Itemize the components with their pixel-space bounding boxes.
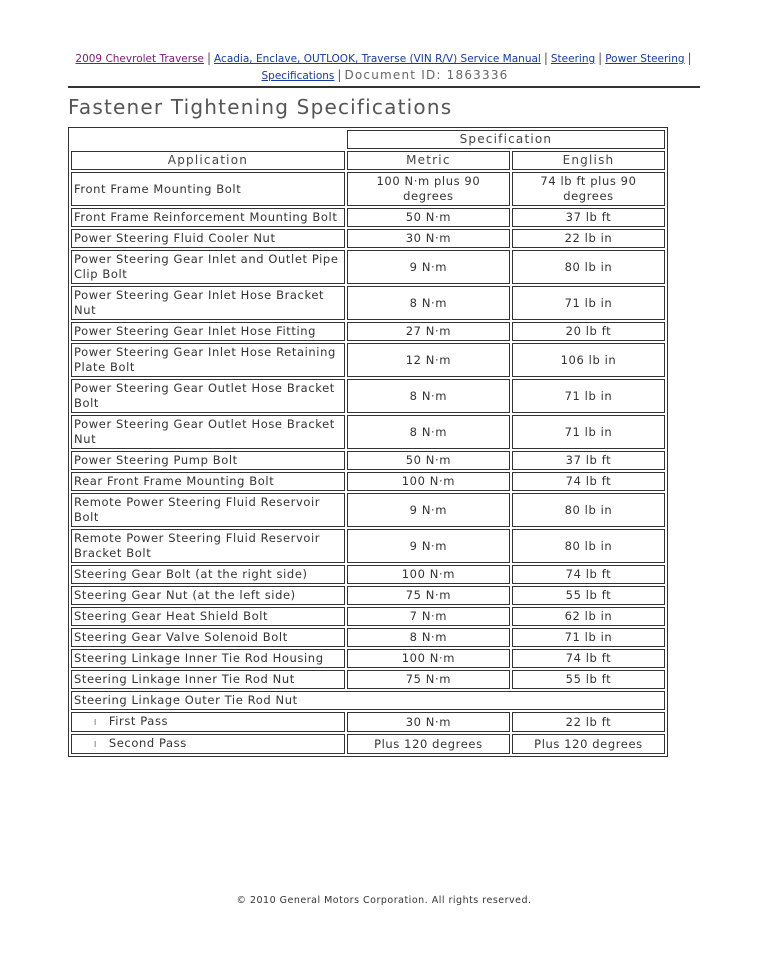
- breadcrumb-separator: |: [687, 51, 692, 65]
- cell-metric: 9 N·m: [347, 250, 510, 284]
- table-row: [71, 670, 665, 689]
- cell-english: 74 lb ft: [512, 565, 665, 584]
- table-row: [71, 586, 665, 605]
- cell-english: 106 lb in: [512, 343, 665, 377]
- bullet-icon: l: [94, 718, 97, 727]
- bullet-icon: l: [94, 740, 97, 749]
- table-row: [71, 451, 665, 470]
- cell-english: 71 lb in: [512, 628, 665, 647]
- breadcrumb-link-steering[interactable]: Steering: [550, 53, 596, 65]
- cell-english: 71 lb in: [512, 379, 665, 413]
- cell-english: 20 lb ft: [512, 322, 665, 341]
- cell-english: 37 lb ft: [512, 208, 665, 227]
- subrow-label: First Pass: [108, 714, 169, 728]
- table-row-group: [71, 691, 665, 710]
- cell-application: [71, 734, 345, 754]
- cell-english: 80 lb in: [512, 529, 665, 563]
- table-row: [71, 379, 665, 413]
- cell-application: Power Steering Gear Outlet Hose Bracket Nut: [71, 415, 345, 449]
- cell-english: Plus 120 degrees: [512, 734, 665, 754]
- breadcrumb-separator: |: [543, 51, 548, 65]
- table-subrow: [71, 734, 665, 754]
- spec-table-container: [68, 127, 668, 757]
- table-row: [71, 415, 665, 449]
- cell-english: 74 lb ft: [512, 649, 665, 668]
- document-id: Document ID: 1863336: [344, 68, 509, 82]
- cell-application: Power Steering Fluid Cooler Nut: [71, 229, 345, 248]
- cell-application: Steering Gear Bolt (at the right side): [71, 565, 345, 584]
- table-row: [71, 628, 665, 647]
- cell-english: 71 lb in: [512, 415, 665, 449]
- cell-metric: 8 N·m: [347, 628, 510, 647]
- cell-metric: 50 N·m: [347, 208, 510, 227]
- cell-application: Steering Gear Heat Shield Bolt: [71, 607, 345, 626]
- cell-metric: 12 N·m: [347, 343, 510, 377]
- breadcrumb-link-vehicle[interactable]: 2009 Chevrolet Traverse: [75, 53, 204, 65]
- cell-metric: 8 N·m: [347, 286, 510, 320]
- table-row: [71, 343, 665, 377]
- page-title: Fastener Tightening Specifications: [68, 95, 453, 119]
- cell-english: 55 lb ft: [512, 586, 665, 605]
- table-row: [71, 229, 665, 248]
- cell-english: 55 lb ft: [512, 670, 665, 689]
- cell-english: 62 lb in: [512, 607, 665, 626]
- cell-application: Power Steering Gear Inlet Hose Bracket Nut: [71, 286, 345, 320]
- table-row: [71, 529, 665, 563]
- cell-metric: 9 N·m: [347, 529, 510, 563]
- cell-english: 80 lb in: [512, 250, 665, 284]
- cell-english: 71 lb in: [512, 286, 665, 320]
- cell-metric: 100 N·m: [347, 472, 510, 491]
- header-metric: Metric: [347, 151, 510, 170]
- cell-application: Steering Linkage Inner Tie Rod Nut: [71, 670, 345, 689]
- table-row: [71, 565, 665, 584]
- header-divider: [68, 86, 700, 88]
- cell-application: Steering Gear Valve Solenoid Bolt: [71, 628, 345, 647]
- cell-metric: 50 N·m: [347, 451, 510, 470]
- cell-application: Remote Power Steering Fluid Reservoir Bolt: [71, 493, 345, 527]
- table-row: [71, 250, 665, 284]
- cell-application: Rear Front Frame Mounting Bolt: [71, 472, 345, 491]
- table-header-row: [71, 151, 665, 170]
- cell-application: Power Steering Gear Outlet Hose Bracket Bolt: [71, 379, 345, 413]
- cell-metric: 8 N·m: [347, 415, 510, 449]
- cell-metric: 30 N·m: [347, 229, 510, 248]
- cell-application: [71, 712, 345, 732]
- table-row: [71, 493, 665, 527]
- cell-metric: 100 N·m plus 90 degrees: [347, 172, 510, 206]
- breadcrumb-separator: |: [337, 68, 342, 82]
- cell-metric: 7 N·m: [347, 607, 510, 626]
- table-header-row: [71, 130, 665, 149]
- cell-metric: 100 N·m: [347, 565, 510, 584]
- table-row: [71, 172, 665, 206]
- cell-application: Front Frame Reinforcement Mounting Bolt: [71, 208, 345, 227]
- cell-application: Remote Power Steering Fluid Reservoir Bracket Bolt: [71, 529, 345, 563]
- copyright-footer: © 2010 General Motors Corporation. All rights reserved.: [236, 895, 532, 906]
- table-row: [71, 208, 665, 227]
- breadcrumb-link-specifications[interactable]: Specifications: [261, 70, 335, 82]
- table-header-blank: [71, 130, 345, 149]
- cell-metric: 9 N·m: [347, 493, 510, 527]
- cell-metric: 27 N·m: [347, 322, 510, 341]
- fastener-spec-table: [68, 127, 668, 757]
- breadcrumb-separator: |: [598, 51, 603, 65]
- breadcrumb-separator: |: [207, 51, 212, 65]
- table-row: [71, 649, 665, 668]
- table-row: [71, 472, 665, 491]
- table-row: [71, 607, 665, 626]
- table-row: [71, 322, 665, 341]
- table-subrow: [71, 712, 665, 732]
- cell-metric: 100 N·m: [347, 649, 510, 668]
- cell-application: Power Steering Gear Inlet Hose Retaining Plate Bolt: [71, 343, 345, 377]
- cell-application: Steering Linkage Inner Tie Rod Housing: [71, 649, 345, 668]
- cell-english: 80 lb in: [512, 493, 665, 527]
- breadcrumb-link-power-steering[interactable]: Power Steering: [605, 53, 685, 65]
- cell-english: 74 lb ft plus 90 degrees: [512, 172, 665, 206]
- cell-english: 22 lb in: [512, 229, 665, 248]
- cell-application: Power Steering Gear Inlet and Outlet Pipe Clip Bolt: [71, 250, 345, 284]
- cell-english: 22 lb ft: [512, 712, 665, 732]
- cell-application: Steering Linkage Outer Tie Rod Nut: [71, 691, 665, 710]
- cell-english: 37 lb ft: [512, 451, 665, 470]
- cell-metric: 75 N·m: [347, 670, 510, 689]
- breadcrumb-link-service-manual[interactable]: Acadia, Enclave, OUTLOOK, Traverse (VIN R/V) Service Manual: [214, 53, 541, 65]
- cell-metric: 30 N·m: [347, 712, 510, 732]
- cell-application: Front Frame Mounting Bolt: [71, 172, 345, 206]
- subrow-label: Second Pass: [108, 736, 187, 750]
- table-row: [71, 286, 665, 320]
- header-application: Application: [71, 151, 345, 170]
- cell-application: Power Steering Gear Inlet Hose Fitting: [71, 322, 345, 341]
- header-english: English: [512, 151, 665, 170]
- cell-metric: 8 N·m: [347, 379, 510, 413]
- breadcrumb: [70, 50, 700, 84]
- header-specification: Specification: [347, 130, 665, 149]
- cell-english: 74 lb ft: [512, 472, 665, 491]
- cell-application: Power Steering Pump Bolt: [71, 451, 345, 470]
- cell-application: Steering Gear Nut (at the left side): [71, 586, 345, 605]
- cell-metric: Plus 120 degrees: [347, 734, 510, 754]
- cell-metric: 75 N·m: [347, 586, 510, 605]
